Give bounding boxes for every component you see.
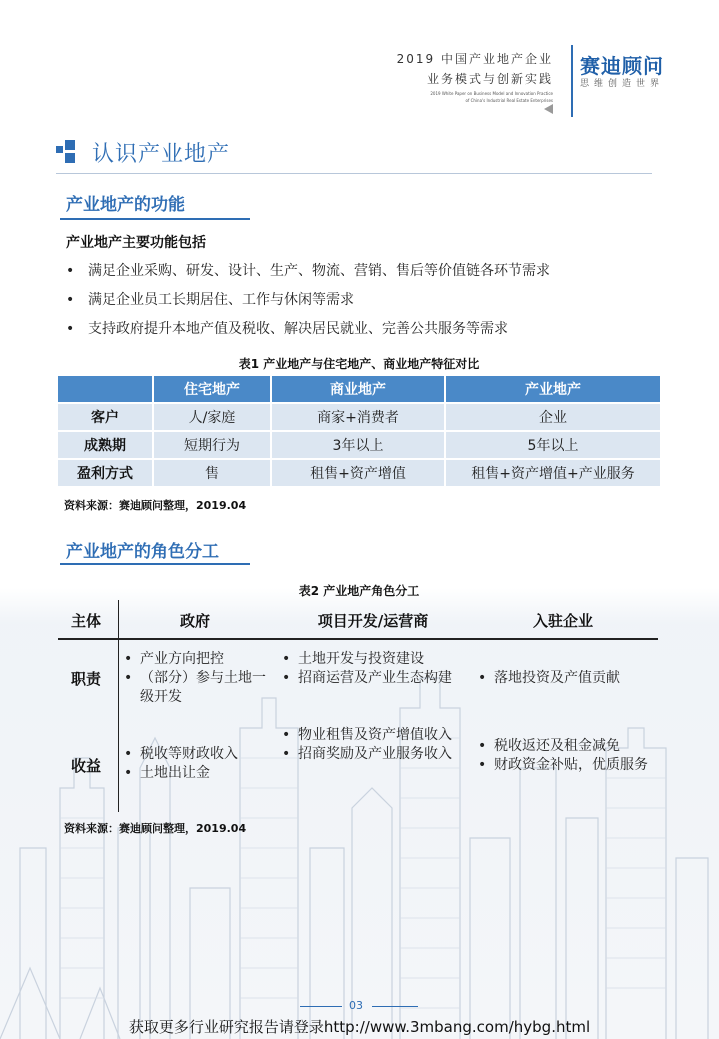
header-title-line1: 2019 中国产业地产企业 xyxy=(396,52,553,66)
table2-caption: 表2 产业地产角色分工 xyxy=(298,584,420,598)
table-row-header: 成熟期 xyxy=(58,432,152,458)
table-header-cell: 入驻企业 xyxy=(532,612,593,630)
list-item: • 税收返还及租金减免 xyxy=(478,737,658,756)
bullet-item: • 满足企业采购、研发、设计、生产、物流、营销、售后等价值链各环节需求 xyxy=(66,263,550,279)
table-row-header: 盈利方式 xyxy=(58,460,152,486)
table-header-cell xyxy=(58,376,152,402)
page-number-rule xyxy=(300,1006,342,1007)
table-header-cell: 主体 xyxy=(70,612,101,630)
table-cell xyxy=(478,669,658,688)
subsection-underline xyxy=(60,218,250,220)
table-row-header: 收益 xyxy=(70,757,101,775)
page-number-rule xyxy=(372,1006,418,1007)
table-cell: 商家+消费者 xyxy=(270,404,444,430)
table-cell: 租售+资产增值+产业服务 xyxy=(444,460,660,486)
header-title-line2: 业务模式与创新实践 xyxy=(426,72,553,86)
header-english-line2: of China's Industrial Real Estate Enterprises xyxy=(465,98,553,103)
list-item: • 招商运营及产业生态构建 xyxy=(282,669,462,688)
table-row xyxy=(58,460,660,486)
table-column-divider xyxy=(118,600,119,812)
section-squares-icon xyxy=(56,140,76,164)
subsection-title-functions: 产业地产的功能 xyxy=(66,195,185,215)
section-title: 认识产业地产 xyxy=(92,142,231,167)
table1-source: 资料来源：赛迪顾问整理，2019.04 xyxy=(64,499,247,512)
subsection-underline xyxy=(60,563,250,565)
triangle-left-icon xyxy=(544,104,553,114)
footer-promo-link[interactable]: 获取更多行业研究报告请登录http://www.3mbang.com/hybg.html xyxy=(128,1018,591,1036)
table-cell: 租售+资产增值 xyxy=(270,460,444,486)
list-item: • 土地开发与投资建设 xyxy=(282,650,462,669)
header-english-line1: 2019 White Paper on Business Model and Innovation Practice xyxy=(430,91,553,96)
list-item: • （部分）参与土地一级开发 xyxy=(124,669,274,707)
bullet-item: • 满足企业员工长期居住、工作与休闲等需求 xyxy=(66,292,354,308)
table-cell: 3年以上 xyxy=(270,432,444,458)
list-item: • 落地投资及产值贡献 xyxy=(478,669,658,688)
functions-intro: 产业地产主要功能包括 xyxy=(66,235,206,251)
table-cell xyxy=(282,726,462,764)
table-cell xyxy=(124,745,274,783)
bullet-item: • 支持政府提升本地产值及税收、解决居民就业、完善公共服务等需求 xyxy=(66,321,508,337)
table-cell: 企业 xyxy=(444,404,660,430)
table-cell xyxy=(282,650,462,688)
table-cell xyxy=(124,650,274,707)
table-cell: 5年以上 xyxy=(444,432,660,458)
brand-logo-name: 赛迪顾问 xyxy=(580,54,664,78)
list-item: • 税收等财政收入 xyxy=(124,745,274,764)
table-cell: 售 xyxy=(152,460,270,486)
table-header-cell: 产业地产 xyxy=(444,376,660,402)
table2-source: 资料来源：赛迪顾问整理，2019.04 xyxy=(64,822,247,835)
page-number: 03 xyxy=(349,999,363,1012)
list-item: • 物业租售及资产增值收入 xyxy=(282,726,462,745)
table-header-cell: 项目开发/运营商 xyxy=(317,612,429,630)
table-header-cell: 商业地产 xyxy=(270,376,444,402)
header-divider xyxy=(571,45,573,117)
table-header-cell: 住宅地产 xyxy=(152,376,270,402)
table-cell: 短期行为 xyxy=(152,432,270,458)
table-header-cell: 政府 xyxy=(179,612,210,630)
list-item: • 土地出让金 xyxy=(124,764,274,783)
comparison-table xyxy=(58,374,660,488)
brand-slogan: 思维创造世界 xyxy=(580,79,665,89)
table-row xyxy=(58,432,660,458)
table-row-header: 客户 xyxy=(58,404,152,430)
section-divider xyxy=(56,173,652,174)
subsection-title-roles: 产业地产的角色分工 xyxy=(66,542,219,562)
list-item: • 财政资金补贴，优质服务 xyxy=(478,756,658,775)
list-item: • 招商奖励及产业服务收入 xyxy=(282,745,462,764)
table-cell: 人/家庭 xyxy=(152,404,270,430)
table-header-rule xyxy=(58,638,658,640)
table-header-row xyxy=(58,376,660,402)
table-cell xyxy=(478,737,658,775)
table-row xyxy=(58,404,660,430)
table-row-header: 职责 xyxy=(70,670,101,688)
list-item: • 产业方向把控 xyxy=(124,650,274,669)
table1-caption: 表1 产业地产与住宅地产、商业地产特征对比 xyxy=(238,357,480,371)
